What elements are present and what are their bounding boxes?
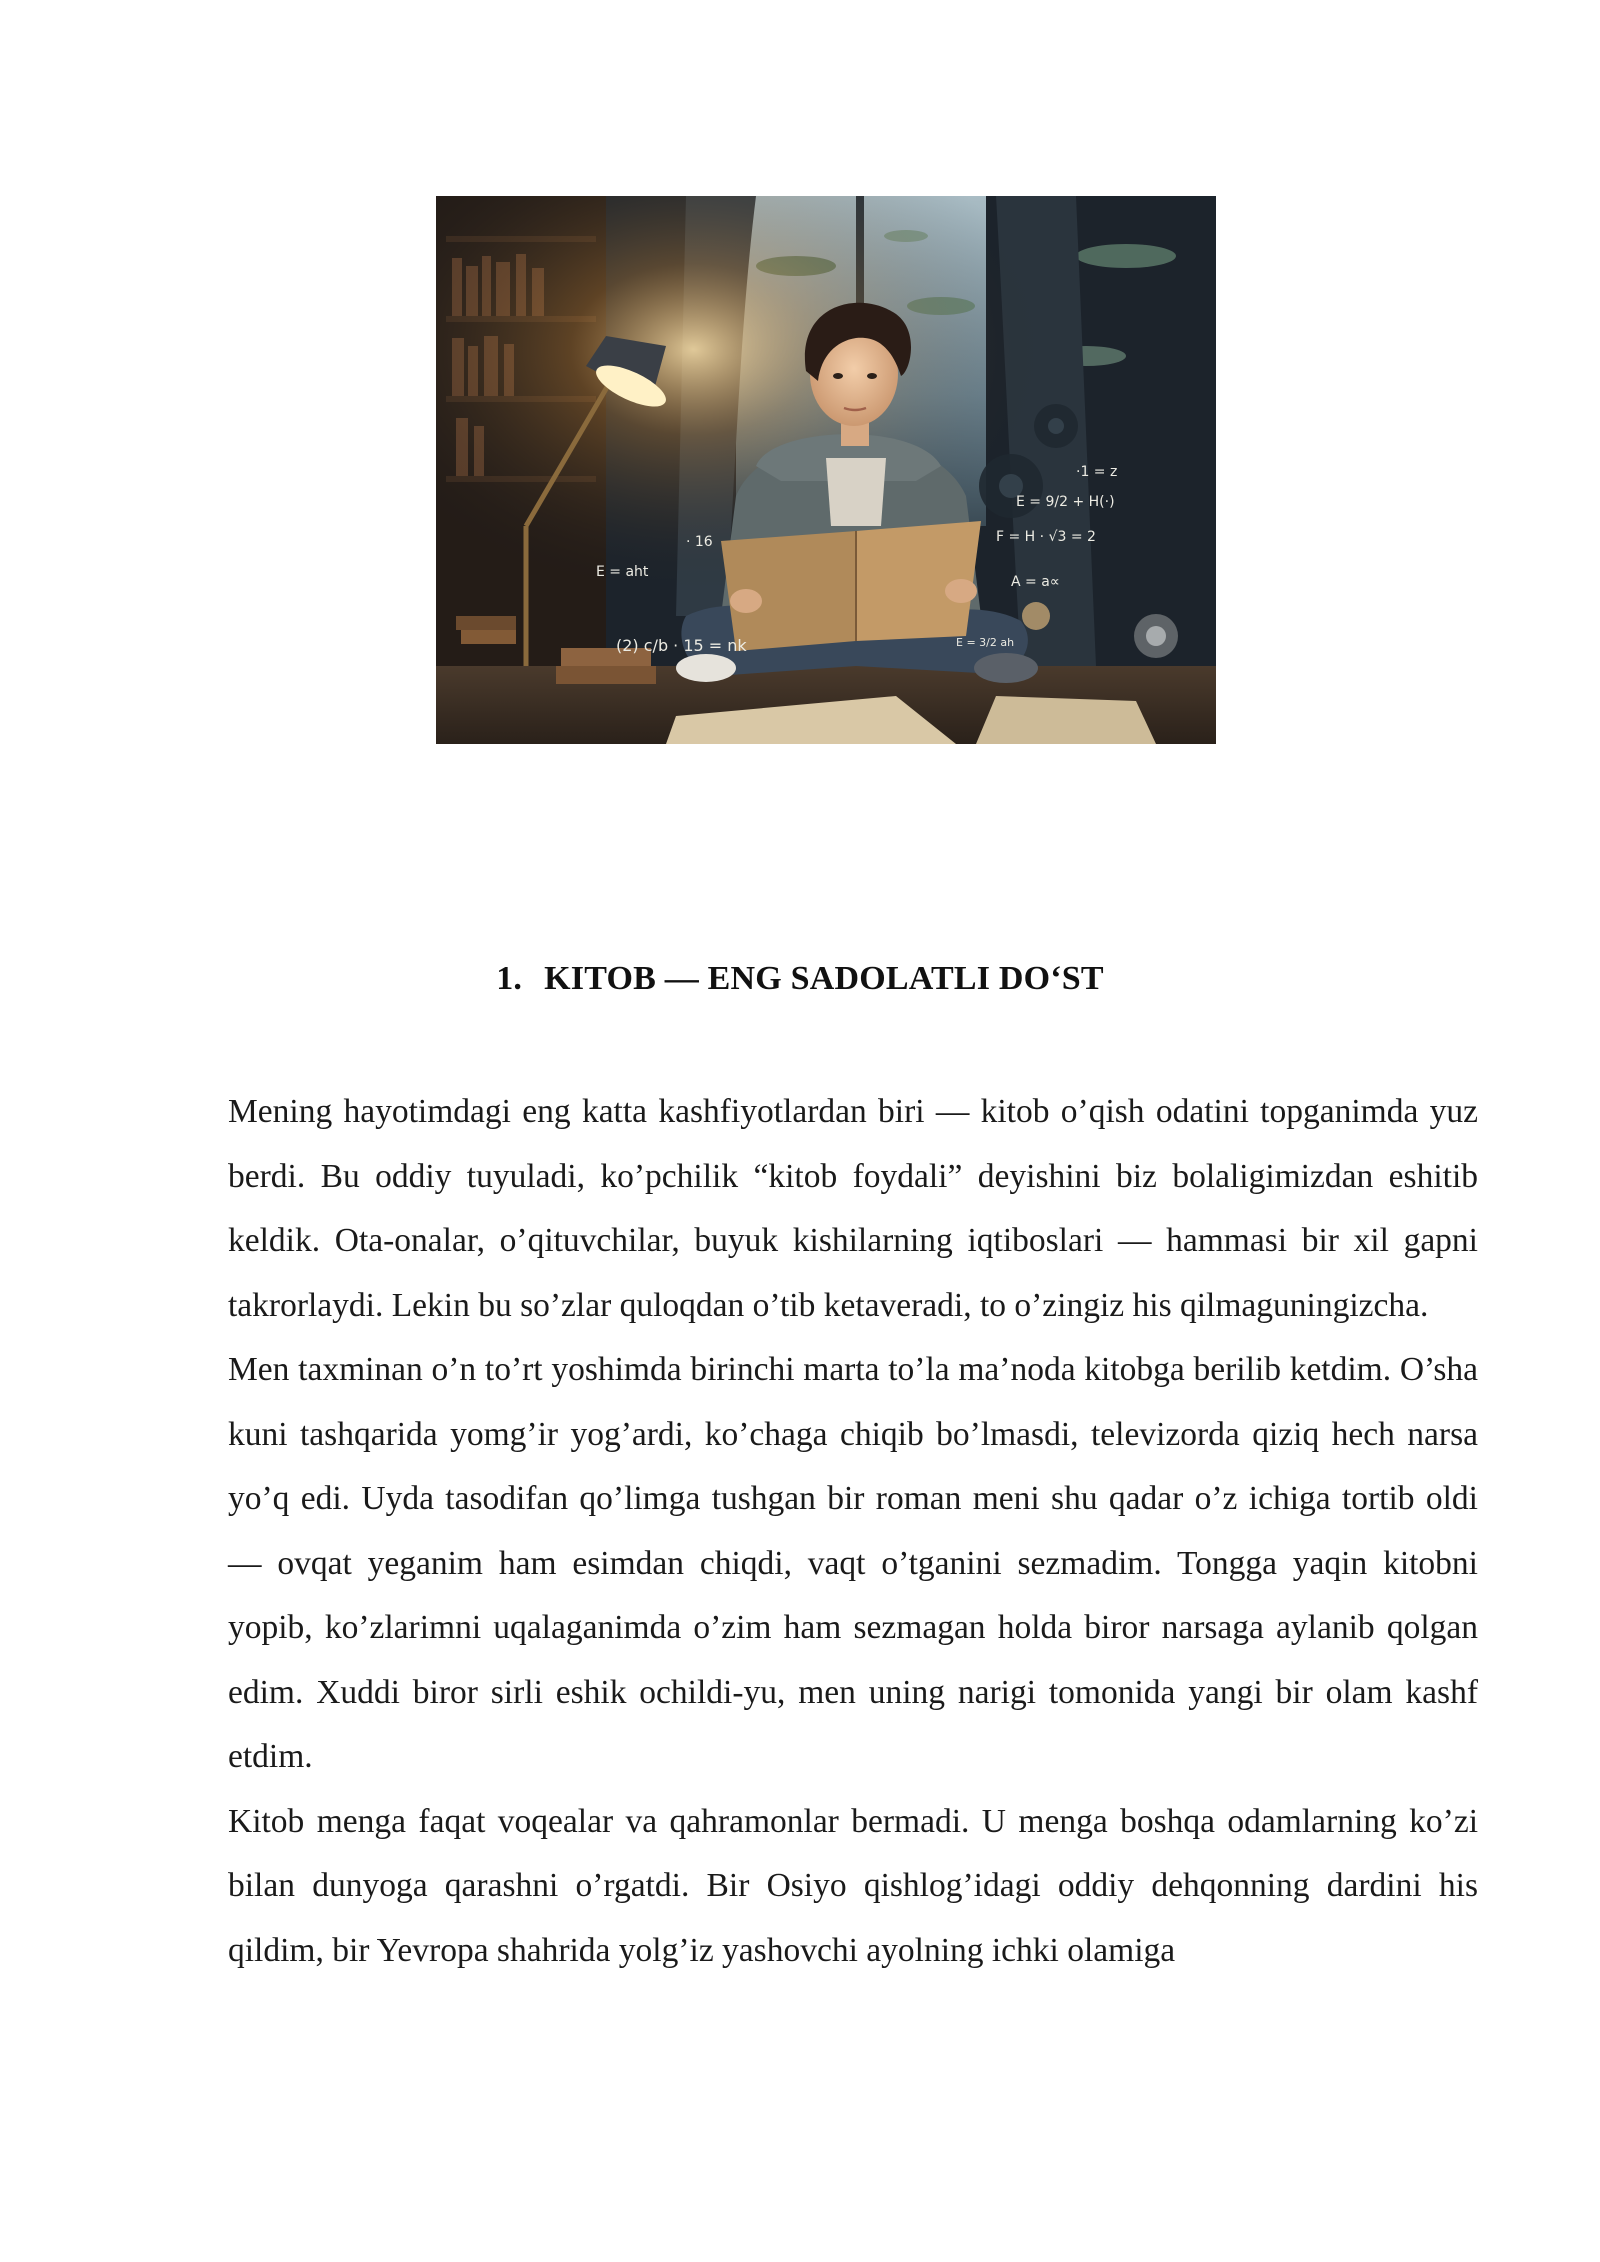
paragraph-2: Men taxminan o’n to’rt yoshimda birinchi marta to’la ma’noda kitobga berilib ketdim. O’sha kuni tashqarida yomg’ir yog’ardi, ko’chaga chiqib bo’lmasdi, televizorda qiziq hech narsa yo’q edi. Uyda tasodifan qo’limga tushgan bir roman meni shu qadar o’z ichiga tortib oldi — ovqat yeganim ham esimdan chiqdi, vaqt o’tganini sezmadim. Tongga yaqin kitobni yopib, ko’zlarimni uqalaganimda o’zim ham sezmagan holda biror narsaga aylanib qolgan edim. Xuddi biror sirli eshik ochildi-yu, men uning narigi tomonida yangi bir olam kashf etdim. (228, 1351, 1478, 1775)
formula-1: E = 9/2 + H(·) (1016, 494, 1115, 510)
chapter-number: 1. (496, 960, 523, 997)
paragraph-3: Kitob menga faqat voqealar va qahramonlar bermadi. U menga boshqa odamlarning ko’zi bilan dunyoga qarashni o’rgatdi. Bir Osiyo qishlog’idagi oddiy dehqonning dardini his qildim, bir Yevropa shahrida yolg’iz yashovchi ayolning ichki olamiga (228, 1802, 1478, 1969)
chapter-title: KITOB — ENG SADOLATLI DO‘ST (544, 960, 1104, 997)
formula-8: · 16 (686, 534, 713, 550)
formula-6: ·1 = z (1076, 464, 1118, 480)
formula-4: (2) c/b · 15 = nk (616, 636, 747, 655)
formula-5: E = aht (596, 564, 649, 580)
body-text (228, 1080, 1478, 1983)
formula-2: F = H · √3 = 2 (996, 529, 1096, 545)
illustration-boy-reading (436, 196, 1216, 744)
illustration-image (436, 196, 1216, 744)
chapter-heading (0, 960, 1600, 998)
paragraph-1: Mening hayotimdagi eng katta kashfiyotlardan biri — kitob o’qish odatini topganimda yuz berdi. Bu oddiy tuyuladi, ko’pchilik “kitob foydali” deyishini biz bolaligimizdan eshitib keldik. Ota-onalar, o’qituvchilar, buyuk kishilarning iqtiboslari — hammasi bir xil gapni takrorlaydi. Lekin bu so’zlar quloqdan o’tib ketaveradi, to o’zingiz his qilmaguningizcha. (228, 1093, 1478, 1324)
formula-7: E = 3/2 ah (956, 636, 1015, 649)
formula-3: A = a∝ (1011, 574, 1060, 590)
